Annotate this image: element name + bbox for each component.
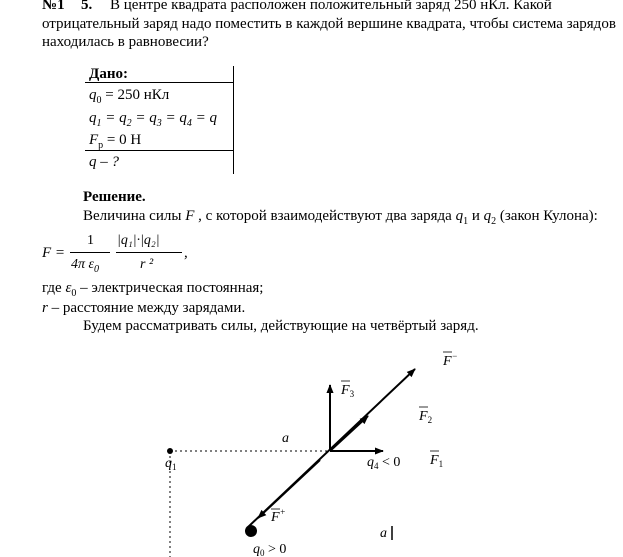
given-equality: $q_1 = q_2 = q_3 = q_4 = q$ bbox=[89, 110, 217, 129]
problem-line-2: отрицательный заряд надо поместить в каждой вершине квадрата, чтобы система зарядов bbox=[42, 16, 616, 32]
label-f3: $F_3$ bbox=[341, 383, 355, 399]
label-side-a-right: a bbox=[380, 526, 387, 541]
formula-den-1: 4π $\varepsilon_0$ bbox=[71, 257, 100, 275]
solution-where-line: где $\varepsilon_0$ – электрическая постоянная; bbox=[42, 280, 264, 299]
solution-consider-line: Будем рассматривать силы, действующие на четвёртый заряд. bbox=[83, 318, 479, 334]
label-f-plus: F+ bbox=[271, 507, 286, 525]
label-side-a-top: a bbox=[282, 431, 289, 446]
solution-title: Решение. bbox=[83, 189, 146, 205]
label-q0: $q_0 > 0$ bbox=[253, 542, 287, 557]
label-f2: $F_2$ bbox=[419, 409, 433, 425]
formula-lhs: F = bbox=[42, 245, 66, 261]
solution-line-1: Величина силы F , с которой взаимодействуют два заряда $q_1$ и $q_2$ (закон Кулона): bbox=[83, 208, 598, 227]
force-f-plus-arrow bbox=[258, 460, 320, 518]
given-q0: $q_0 = 250$ нКл bbox=[89, 87, 170, 106]
charge-q0-dot bbox=[245, 525, 257, 537]
problem-number: №1 bbox=[42, 0, 65, 13]
label-f1: $F_1$ bbox=[430, 453, 444, 469]
force-f2-arrow bbox=[330, 416, 368, 451]
formula-num-2: |q₁|·|q₂| bbox=[117, 233, 160, 248]
problem-line-3: находилась в равновесии? bbox=[42, 34, 209, 50]
label-q4: $q_4 < 0$ bbox=[367, 455, 401, 471]
solution-r-line: r – расстояние между зарядами. bbox=[42, 300, 246, 316]
given-title: Дано: bbox=[89, 66, 128, 82]
formula-num-1: 1 bbox=[87, 233, 94, 248]
problem-line-1: В центре квадрата расположен положительный заряд 250 нКл. Какой bbox=[110, 0, 552, 13]
given-find: q – ? bbox=[89, 154, 119, 170]
label-q1: $q_1$ bbox=[165, 456, 177, 472]
formula-den-2: r ² bbox=[140, 257, 154, 272]
label-f-minus: F− bbox=[443, 351, 458, 369]
formula-tail: , bbox=[184, 245, 188, 261]
charge-q1-dot bbox=[167, 448, 173, 454]
given-fr: $F_р = 0$ Н bbox=[89, 132, 142, 151]
problem-sub-number: 5. bbox=[81, 0, 93, 13]
